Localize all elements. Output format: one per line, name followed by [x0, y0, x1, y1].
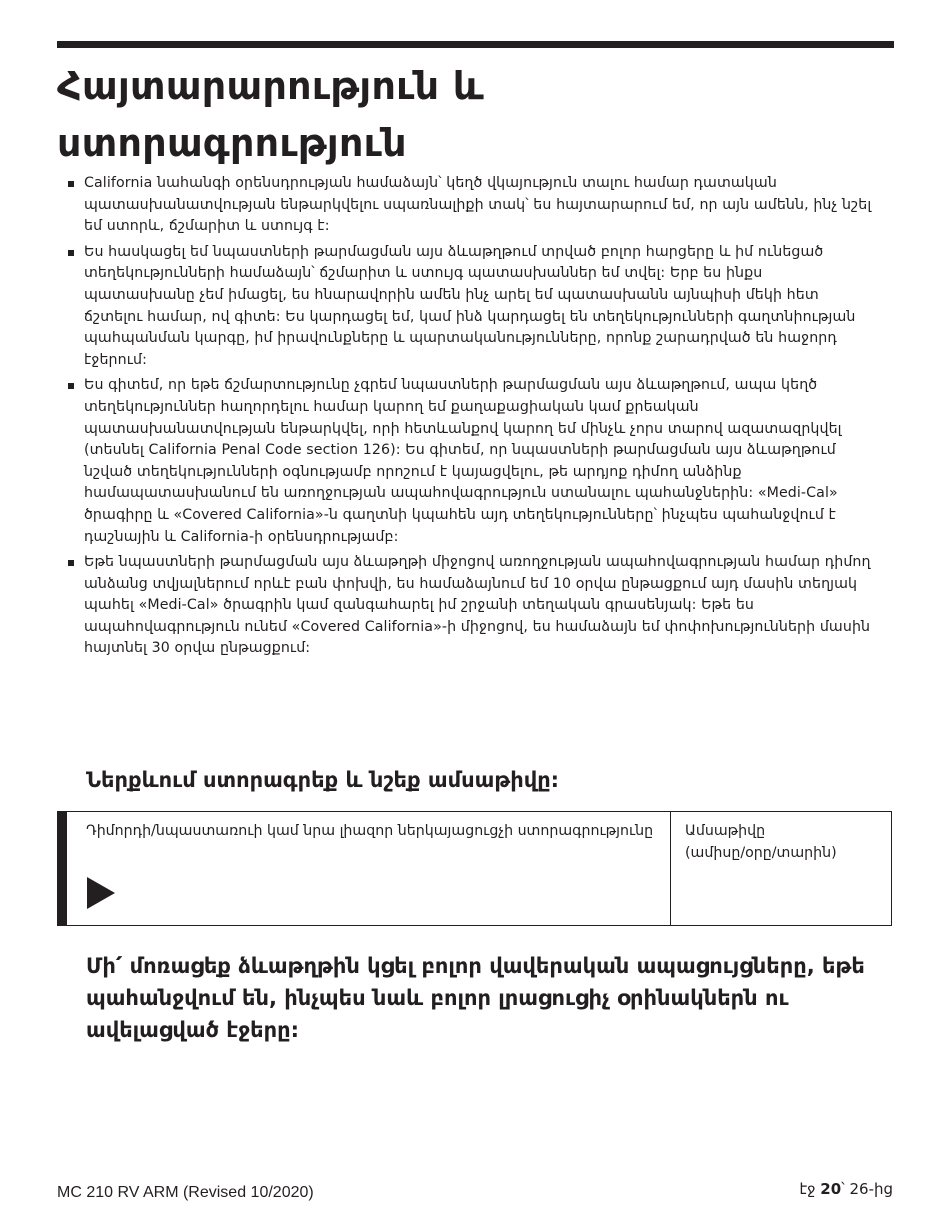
top-rule [57, 41, 894, 48]
page-number: 20 [820, 1180, 842, 1198]
signature-field[interactable] [67, 812, 671, 925]
bullet-icon [68, 250, 74, 256]
form-id: MC 210 RV ARM (Revised 10/2020) [57, 1184, 314, 1201]
sign-heading: Ներքևում ստորագրեք և նշեք ամսաթիվը: [86, 768, 560, 792]
attachments-reminder: Մի՛ մոռացեք ձևաթղթին կցել բոլոր վավերական ապացույցները, եթե պահանջվում են, ինչպես նաև բոլոր լրացուցիչ օրինակներն ու ավելացված էջերը: [86, 954, 865, 1042]
date-label: Ամսաթիվը [685, 823, 766, 839]
declaration-item [66, 552, 876, 660]
date-field[interactable] [671, 812, 891, 925]
bullet-icon [68, 383, 74, 389]
page-title-line-2: ստորագրություն [57, 121, 407, 165]
declaration-item [66, 375, 876, 548]
declaration-list [66, 173, 876, 664]
signature-label: Դիմորդի/նպաստառուի կամ նրա լիազոր ներկայացուցչի ստորագրությունը [86, 823, 654, 839]
page-title [57, 58, 894, 172]
page-suffix: ՝ 26-ից [841, 1180, 893, 1198]
declaration-text: Ես գիտեմ, որ եթե ճշմարտությունը չգրեմ նպաստների թարմացման այս ձևաթղթում, ապա կեղծ տեղեկություններ հաղորդելու համար կարող եմ քաղաքացիական կամ քրեական պատասխանատվության ենթարկվել, որի հետևանքով կարող եմ մինչև չորս տարով ազատազրկվել (տեսնել California Penal Code section 126): Ես գիտեմ, որ նպաստների թարմացման այս ձևաթղթում նշված տեղեկությունների օգնությամբ որոշում է կայացվելու, թե արդյոք դիմող անձինք համապատասխանում են առողջության ապահովագրություն ստանալու պահանջներին: «Medi-Cal» ծրագիրը և «Covered California»-ն գաղտնի կպահեն այդ տեղեկությունները՝ ինչպես պահանջվում է դաշնային և California-ի օրենսդրությամբ: [84, 377, 842, 545]
bullet-icon [68, 560, 74, 566]
declaration-item [66, 173, 876, 238]
page-prefix: էջ [799, 1180, 821, 1198]
bullet-icon [68, 181, 74, 187]
page-title-line-1: Հայտարարություն և [57, 64, 485, 108]
sign-here-arrow-icon [87, 877, 115, 909]
declaration-item [66, 242, 876, 372]
declaration-text: California նահանգի օրենսդրության համաձայն՝ կեղծ վկայություն տալու համար դատական պատասխանատվության ենթարկվելու սպառնալիքի տակ՝ ես հայտարարում եմ, որ այն ամենն, ինչ նշել եմ ստորև, ճշմարիտ և ստույգ է: [84, 175, 872, 235]
declaration-text: Ես հասկացել եմ նպաստների թարմացման այս ձևաթղթում տրված բոլոր հարցերը և իմ ունեցած տեղեկությունների համաձայն՝ ճշմարիտ և ստույգ պատասխաններ եմ տվել: Երբ ես ինքս պատասխանը չեմ իմացել, ես հնարավորին ամեն ինչ արել եմ պատասխանն այնպիսի մեկի հետ ճշտելու համար, ով գիտե: Ես կարդացել եմ, կամ ինձ կարդացել են տեղեկությունների գաղտնիության պահպանման կարգը, իմ իրավունքները և պարտականությունները, որոնք շարադրված են հաջորդ էջերում: [84, 243, 856, 368]
declaration-text: Եթե նպաստների թարմացման այս ձևաթղթի միջոցով առողջության ապահովագրության համար դիմող անձանց տվյալներում որևէ բան փոխվի, ես համաձայնում եմ 10 օրվա ընթացքում այդ մասին տեղյակ պահել «Medi-Cal» ծրագրին կամ զանգահարել իմ շրջանի տեղական գրասենյակ: Եթե ես ապահովագրություն ունեմ «Covered California»-ի միջոցով, ես համաձայն եմ փոփոխությունների մասին հայտնել 30 օրվա ընթացքում: [84, 554, 871, 657]
page-indicator [799, 1180, 893, 1198]
signature-box [57, 811, 892, 926]
date-format-label: (ամիսը/օրը/տարին) [685, 845, 837, 861]
